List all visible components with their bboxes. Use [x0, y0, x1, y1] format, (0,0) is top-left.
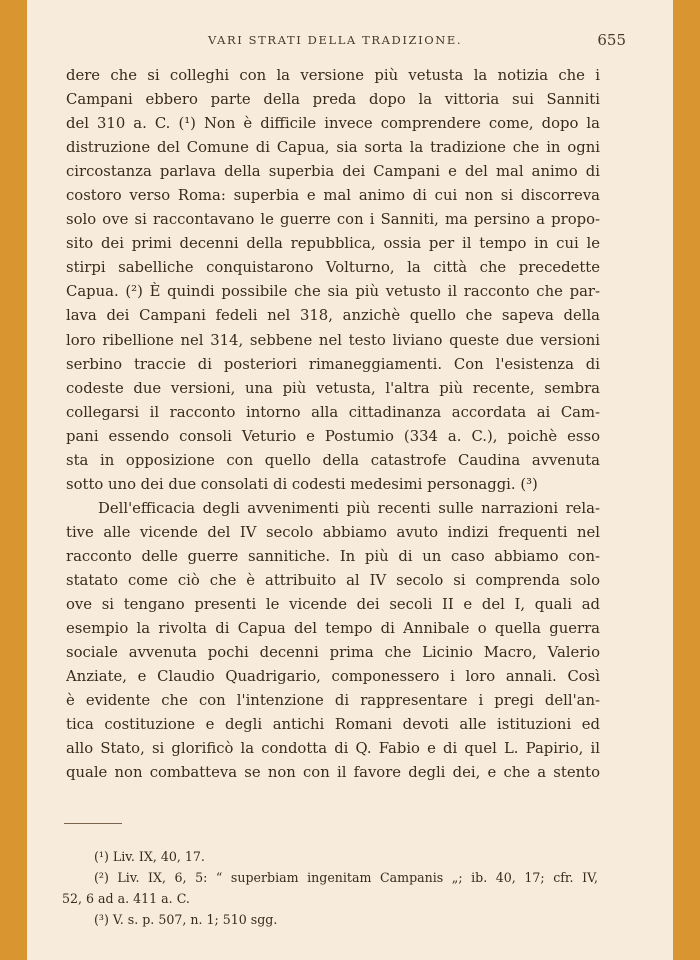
book-page — [27, 0, 673, 960]
footnotes — [62, 846, 598, 930]
text-line: ove si tengano presenti le vicende dei secoli II e del I, quali ad — [66, 596, 600, 614]
text-line: del 310 a. C. (¹) Non è difficile invece comprendere come, dopo la — [66, 115, 600, 133]
text-line: sociale avvenuta pochi decenni prima che Licinio Macro, Valerio — [66, 644, 600, 662]
page-number: 655 — [597, 31, 626, 49]
text-line: sta in opposizione con quello della catastrofe Caudina avvenuta — [66, 451, 600, 469]
text-line: sito dei primi decenni della repubblica, ossia per il tempo in cui le — [66, 235, 600, 253]
text-line: Capua. (²) È quindi possibile che sia più vetusto il racconto che par- — [66, 283, 600, 301]
text-line: è evidente che con l'intenzione di rappresentare i pregi dell'an- — [66, 692, 600, 710]
text-line: allo Stato, si glorificò la condotta di Q. Fabio e di quel L. Papirio, il — [66, 740, 600, 758]
text-line: sotto uno dei due consolati di codesti medesimi personaggi. (³) — [66, 475, 538, 493]
text-line: collegarsi il racconto intorno alla cittadinanza accordata ai Cam- — [66, 403, 600, 421]
text-line: tive alle vicende del IV secolo abbiamo avuto indizi frequenti nel — [66, 523, 600, 541]
paragraph-start-line: Dell'efficacia degli avvenimenti più recenti sulle narrazioni rela- — [98, 499, 600, 517]
text-line: costoro verso Roma: superbia e mal animo di cui non si discorreva — [66, 187, 600, 205]
main-text — [66, 64, 600, 785]
footnote-continuation: 52, 6 ad a. 411 a. C. — [62, 891, 190, 906]
running-title: VARI STRATI DELLA TRADIZIONE. — [208, 33, 463, 47]
text-line: stirpi sabelliche conquistarono Volturno, la città che precedette — [66, 259, 600, 277]
text-line: serbino traccie di posteriori rimaneggiamenti. Con l'esistenza di — [66, 355, 600, 373]
text-line: circostanza parlava della superbia dei Campani e del mal animo di — [66, 163, 600, 181]
text-line: pani essendo consoli Veturio e Postumio (334 a. C.), poichè esso — [66, 427, 600, 445]
text-line: codeste due versioni, una più vetusta, l'altra più recente, sembra — [66, 379, 600, 397]
footnote: (¹) Liv. IX, 40, 17. — [94, 849, 205, 864]
text-line: solo ove si raccontavano le guerre con i Sanniti, ma persino a propo- — [66, 211, 600, 229]
text-line: esempio la rivolta di Capua del tempo di Annibale o quella guerra — [66, 620, 600, 638]
text-line: racconto delle guerre sannitiche. In più di un caso abbiamo con- — [66, 547, 600, 565]
text-line: Anziate, e Claudio Quadrigario, componessero i loro annali. Così — [66, 668, 600, 686]
text-line: Campani ebbero parte della preda dopo la vittoria sui Sanniti — [66, 91, 600, 109]
text-line: tica costituzione e degli antichi Romani devoti alle istituzioni ed — [66, 716, 600, 734]
text-line: distruzione del Comune di Capua, sia sorta la tradizione che in ogni — [66, 139, 600, 157]
footnote: (³) V. s. p. 507, n. 1; 510 sgg. — [94, 912, 278, 927]
footnote: (²) Liv. IX, 6, 5: “ superbiam ingenitam Campanis „; ib. 40, 17; cfr. IV, — [94, 870, 598, 885]
footnote-divider — [64, 823, 122, 824]
text-line: statato come ciò che è attribuito al IV secolo si comprenda solo — [66, 571, 600, 589]
text-line: dere che si colleghi con la versione più vetusta la notizia che i — [66, 67, 600, 84]
text-line: quale non combatteva se non con il favore degli dei, e che a stento — [66, 764, 600, 782]
text-line: lava dei Campani fedeli nel 318, anzichè quello che sapeva della — [66, 307, 600, 325]
page-header — [27, 31, 673, 51]
text-line: loro ribellione nel 314, sebbene nel testo liviano queste due versioni — [66, 331, 600, 349]
